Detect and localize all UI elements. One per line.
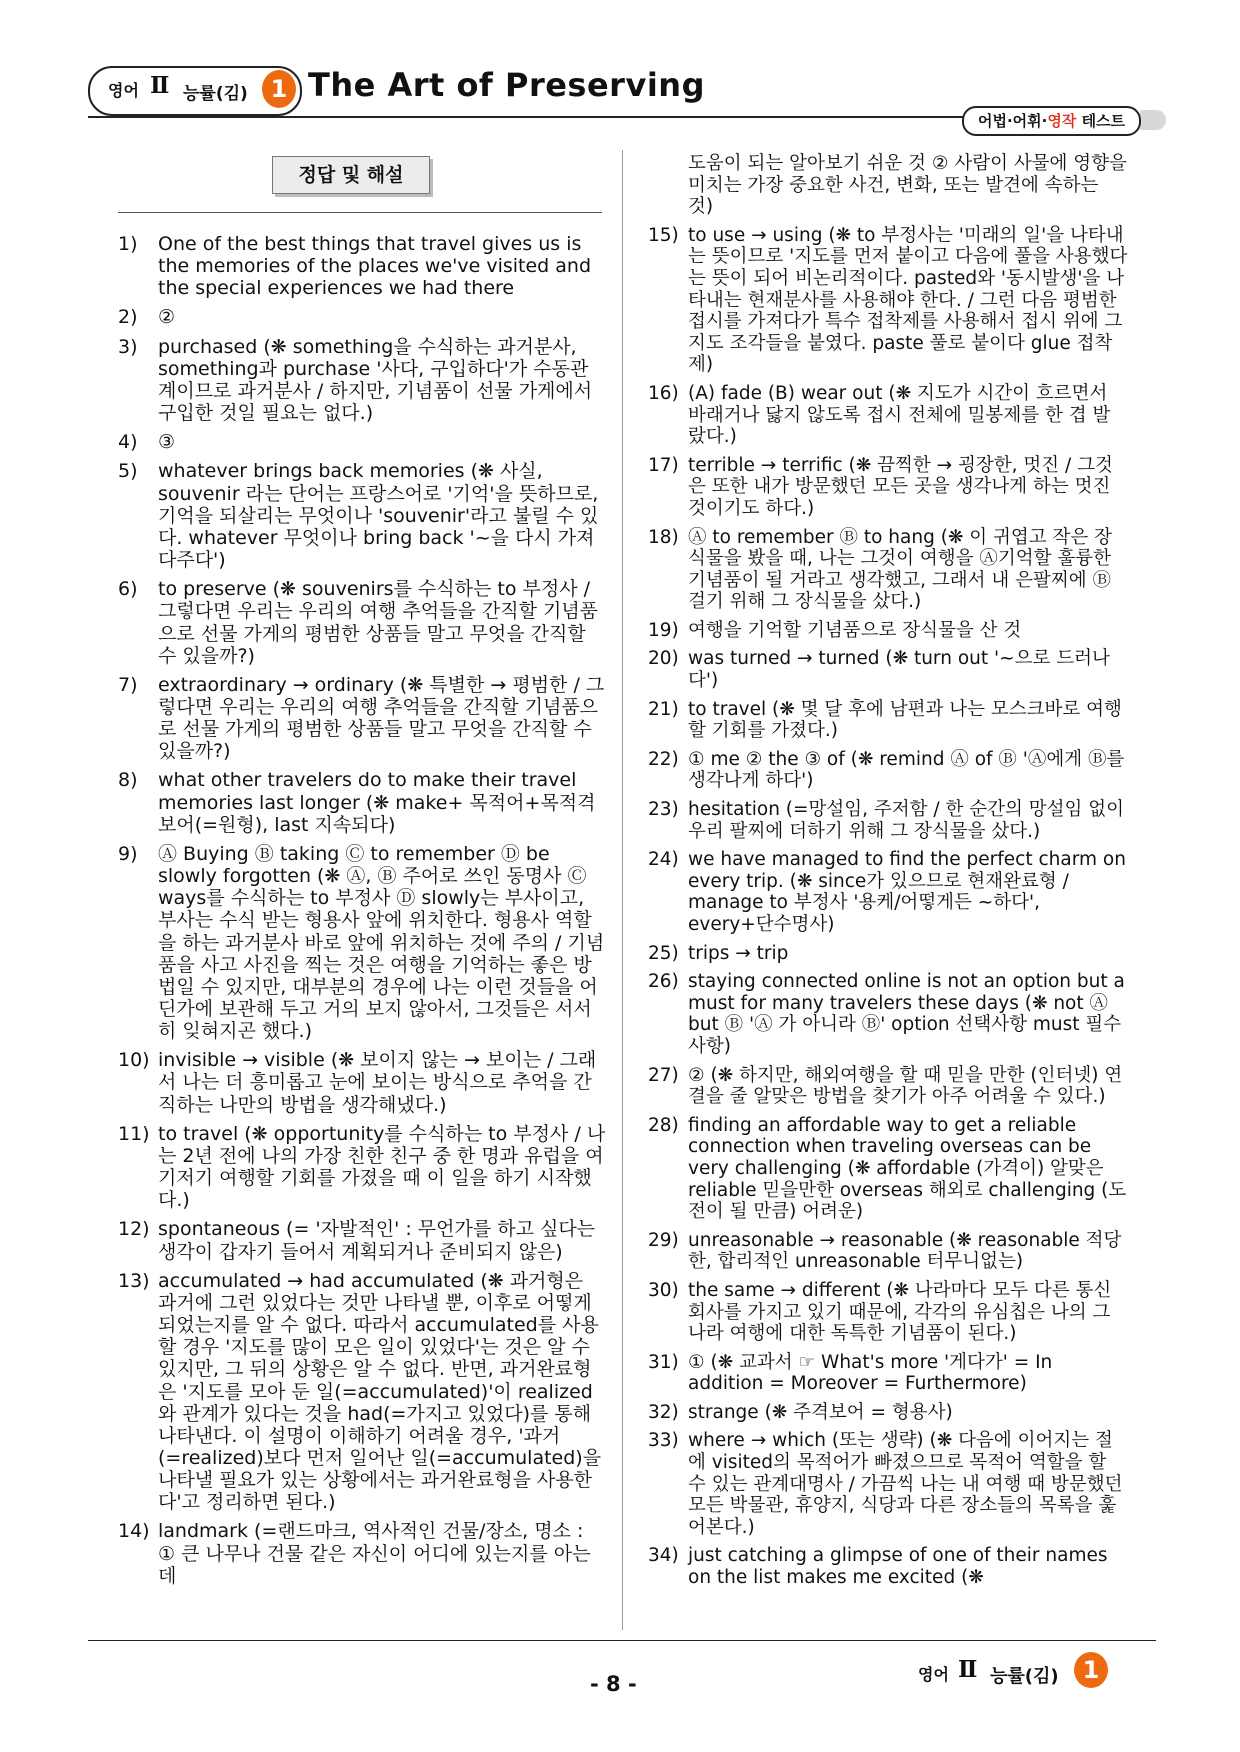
header-roman-numeral: Ⅱ [150,72,170,99]
answer-text: invisible → visible (❋ 보이지 않는 → 보이는 / 그래서 나는 더 흥미롭고 눈에 보이는 방식으로 추억을 간직하는 나만의 방법을 생각해냈다.) [158,1049,597,1116]
answer-text: ③ [158,431,176,454]
answer-number: 24) [648,849,679,871]
footer-lesson-badge: 1 [1074,1652,1108,1688]
answer-number: 17) [648,454,679,476]
answer-item [648,455,1128,520]
answer-item [118,1049,606,1115]
answer-text: spontaneous (= '자발적인' : 무언가를 하고 싶다는 생각이 갑자기 들어서 계획되거나 준비되지 않은) [158,1218,596,1263]
answer-item [118,336,606,425]
answer-item [648,1115,1128,1223]
answer-item [118,460,606,571]
answer-key-title: 정답 및 해설 [272,156,430,194]
page-title: The Art of Preserving [308,66,705,104]
answer-item [118,674,606,763]
answer-number: 6) [118,578,138,601]
answer-item [648,1065,1128,1108]
answer-item [648,1230,1128,1273]
answer-number: 21) [648,698,679,720]
answer-item [648,225,1128,376]
answer-text: what other travelers do to make their travel memories last longer (❋ make+ 목적어+목적격보어(=원형), last 지속되다) [158,769,596,836]
answer-number: 16) [648,382,679,404]
lesson-number-badge: 1 [262,70,296,108]
answer-number: 32) [648,1401,679,1423]
answer-number: 13) [118,1269,150,1292]
answer-list-left [118,233,606,1594]
answer-number: 9) [118,842,138,865]
answer-text: we have managed to find the perfect charm on every trip. (❋ since가 있으므로 현재완료형 / manage to 부정사 '용케/어떻게든 ~하다', every+단수명사) [688,849,1126,935]
answer-item [648,943,1128,965]
answer-number: 34) [648,1545,679,1567]
answer-item [648,849,1128,935]
footer-roman-numeral: Ⅱ [958,1656,978,1683]
answer-item [118,1218,606,1262]
answer-number: 29) [648,1229,679,1251]
answer-number: 1) [118,233,138,255]
answer-item [118,578,606,667]
answer-number: 33) [648,1430,679,1452]
answer-item [648,971,1128,1057]
answer-item [118,769,606,835]
answer-item [118,233,606,299]
page-number: - 8 - [590,1672,637,1696]
answer-text: hesitation (=망설임, 주저함 / 한 순간의 망설임 없이 우리 팔찌에 더하기 위해 그 장식물을 샀다.) [688,799,1124,842]
column-divider [622,150,623,1630]
answer-text: whatever brings back memories (❋ 사실, souvenir 라는 단어는 프랑스어로 '기억'을 뜻하므로, 기억을 되살리는 무엇이나 'souvenir'라고 불릴 수 있다. whatever 무엇이나 bring back '~을 다시 가져다주다') [158,460,599,572]
answer-number: 28) [648,1114,679,1136]
answer-number: 25) [648,942,679,964]
answer-item [118,1520,606,1586]
answer-text: (A) fade (B) wear out (❋ 지도가 시간이 흐르면서 바래거나 닳지 않도록 접시 전체에 밀봉제를 한 겹 발랐다.) [688,382,1111,448]
answer-number: 18) [648,526,679,548]
answer-text: extraordinary → ordinary (❋ 특별한 → 평범한 / 그렇다면 우리는 우리의 여행 추억들을 간직할 기념품으로 선물 가게의 평범한 상품들 말고 무엇을 간직할 수 있을까?) [158,673,605,763]
answer-item [648,699,1128,742]
answer-item [118,1123,606,1212]
answer-text: trips → trip [688,942,789,964]
answer-number: 30) [648,1279,679,1301]
answer-item [648,749,1128,792]
answer-item [648,383,1128,448]
answer-number: 2) [118,306,138,329]
answer-text: accumulated → had accumulated (❋ 과거형은 과거에 그런 있었다는 것만 나타낼 뿐, 이후로 어떻게 되었는지를 알 수 없다. 따라서 accumulated를 사용할 경우 '지도를 많이 모은 일이 있었다'는 것은 알 수 있지만, 그 뒤의 상황은 알 수 없다. 반면, 과거완료형은 '지도를 모아 둔 일(=accumulated)'이 realized와 관계가 있다는 것을 had(=가지고 있었다)를 통해 나타낸다. 이 설명이 이해하기 어려울 경우, '과거(=realized)보다 먼저 일어난 일(=accumulated)을 나타낼 필요가 있는 상황에서는 과거완료형을 사용한다'고 정리하면 된다.) [158,1269,602,1514]
answer-number: 23) [648,799,679,821]
answer-text: the same → different (❋ 나라마다 모두 다른 통신회사를 가지고 있기 때문에, 각각의 유심칩은 나의 그 나라 여행에 대한 독특한 기념품이 된다.) [688,1279,1112,1345]
answer-number: 14) [118,1520,150,1543]
answer-text: One of the best things that travel gives us is the memories of the places we've visited and the special experiences we had there [158,233,592,300]
answer-text: purchased (❋ something을 수식하는 과거분사, something과 purchase '사다, 구입하다'가 수동관계이므로 과거분사 / 하지만, 기념품이 선물 가게에서 구입한 것일 필요는 없다.) [158,335,593,425]
answer-number: 20) [648,648,679,670]
answer-item [648,648,1128,691]
answer-text: strange (❋ 주격보어 = 형용사) [688,1401,953,1423]
answer-text: just catching a glimpse of one of their names on the list makes me excited (❋ [688,1545,1108,1589]
answer-text: ② (❋ 하지만, 해외여행을 할 때 믿을 만한 (인터넷) 연결을 줄 알맞은 방법을 찾기가 아주 어려울 수 있다.) [688,1064,1123,1108]
answer-title-rule [118,212,602,213]
answer-text: landmark (=랜드마크, 역사적인 건물/장소, 명소 : ① 큰 나무나 건물 같은 자신이 어디에 있는지를 아는데 [158,1520,591,1587]
footer-publisher: 능률(김) [990,1666,1059,1687]
answer-number: 8) [118,769,138,792]
answer-text: ② [158,306,176,329]
answer-number: 5) [118,460,138,483]
answer-text: finding an affordable way to get a reliable connection when traveling overseas can be very challenging (❋ affordable (가격이) 알맞은 reliable 믿을만한 overseas 해외로 challenging (도전이 될 만큼) 어려운) [688,1114,1127,1223]
footer-subject: 영어 [918,1665,949,1684]
footer-rule [88,1640,1156,1641]
answer-item [648,620,1128,642]
answer-text: unreasonable → reasonable (❋ reasonable 적당한, 합리적인 unreasonable 터무니없는) [688,1229,1122,1273]
answer-item [648,1430,1128,1538]
answer-number: 27) [648,1064,679,1086]
header-subject: 영어 [108,81,139,100]
answer-item [648,527,1128,613]
answer-number: 3) [118,335,138,358]
answer-number: 15) [648,224,679,246]
answer-text: to travel (❋ opportunity를 수식하는 to 부정사 / 나는 2년 전에 나의 가장 친한 친구 중 한 명과 유럽을 여기저기 여행할 기회를 가졌을 때 이 일을 하기 시작했다.) [158,1122,606,1212]
answer-item [648,1545,1128,1588]
test-tab-shadow [1140,110,1166,130]
answer-text: to travel (❋ 몇 달 후에 남편과 나는 모스크바로 여행할 기회를 가졌다.) [688,698,1122,742]
answer-item [648,1402,1128,1424]
answer-text: where → which (또는 생략) (❋ 다음에 이어지는 절에 visited의 목적어가 빠졌으므로 목적어 역할을 할 수 있는 관계대명사 / 가끔씩 나는 내 여행 때 방문했던 모든 박물관, 휴양지, 식당과 다른 장소들의 목록을 훑어본다.) [688,1430,1123,1538]
answer-text: to use → using (❋ to 부정사는 '미래의 일'을 나타내는 뜻이므로 '지도를 먼저 붙이고 다음에 풀을 사용했다는 뜻이 되어 비논리적이다. pasted와 '동시발생'을 나타내는 현재분사를 사용해야 한다. / 그런 다음 평범한 접시를 가져다가 특수 접착제를 사용해서 접시 위에 그 지도 조각들을 붙였다. paste 풀로 붙이다 glue 접착제) [688,224,1128,376]
answer-item [118,843,606,1042]
answer-number: 31) [648,1351,679,1373]
answer-text: ① (❋ 교과서 ☞ What's more '게다가' = In addition = Moreover = Furthermore) [688,1351,1053,1395]
answer-number: 19) [648,619,679,641]
answer-list-right [648,153,1128,1596]
header-publisher: 능률(김) [183,84,248,104]
answer-continuation: 도움이 되는 알아보기 쉬운 것 ② 사람이 사물에 영향을 미치는 가장 중요한 사건, 변화, 또는 발견에 속하는 것) [688,153,1127,218]
answer-number: 22) [648,748,679,770]
answer-item [118,306,606,328]
answer-number: 10) [118,1049,150,1072]
answer-text: Ⓐ to remember Ⓑ to hang (❋ 이 귀엽고 작은 장식물을 봤을 때, 나는 그것이 여행을 Ⓐ기억할 훌륭한 기념품이 될 거라고 생각했고, 그래서 내 은팔찌에 Ⓑ걸기 위해 그 장식물을 샀다.) [688,526,1113,613]
answer-text: ① me ② the ③ of (❋ remind Ⓐ of Ⓑ 'Ⓐ에게 Ⓑ를 생각나게 하다') [688,748,1125,792]
answer-text: to preserve (❋ souvenirs를 수식하는 to 부정사 / 그렇다면 우리는 우리의 여행 추억들을 간직할 기념품으로 선물 가게의 평범한 상품들 말고 무엇을 간직할 수 있을까?) [158,578,599,667]
answer-number: 11) [118,1122,150,1145]
answer-item [118,431,606,453]
answer-text: was turned → turned (❋ turn out '~으로 드러나다') [688,648,1110,692]
answer-text: Ⓐ Buying Ⓑ taking Ⓒ to remember Ⓓ be slowly forgotten (❋ Ⓐ, Ⓑ 주어로 쓰인 동명사 Ⓒ ways를 수식하는 to 부정사 Ⓓ slowly는 부사이고, 부사는 수식 받는 형용사 앞에 위치한다. 형용사 역할을 하는 과거분사 바로 앞에 위치하는 것에 주의 / 기념품을 사고 사진을 찍는 것은 여행을 기억하는 좋은 방법일 수 있지만, 대부분의 경우에 나는 이런 것들을 어딘가에 보관해 두고 거의 보지 않아서, 그것들은 서서히 잊혀지곤 했다.) [158,842,605,1043]
answer-text: terrible → terrific (❋ 끔찍한 → 굉장한, 멋진 / 그것은 또한 내가 방문했던 모든 곳을 생각나게 하는 멋진 것이기도 하다.) [688,454,1113,519]
answer-item [648,1352,1128,1395]
answer-number: 7) [118,673,138,696]
answer-item [118,1270,606,1514]
answer-number: 26) [648,971,679,993]
answer-item [648,799,1128,842]
answer-text: staying connected online is not an option but a must for many travelers these days (❋ not Ⓐ but Ⓑ 'Ⓐ 가 아니라 Ⓑ' option 선택사항 must 필수사항) [688,971,1125,1057]
answer-number: 4) [118,431,138,454]
test-type-tab: 어법·어휘·영작 테스트 [962,106,1141,136]
answer-item [648,1280,1128,1345]
answer-text: 여행을 기억할 기념품으로 장식물을 산 것 [688,619,1022,641]
answer-number: 12) [118,1218,150,1241]
